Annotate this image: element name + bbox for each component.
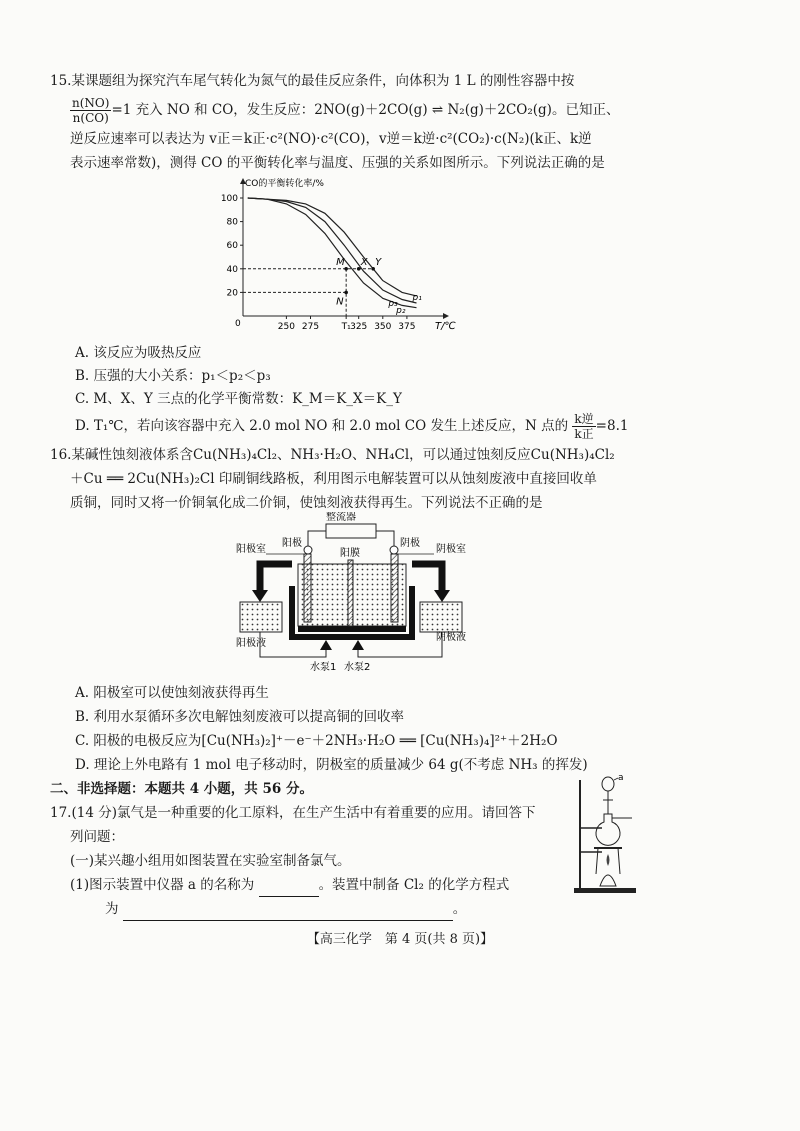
anode-liquid-label: 阳极液 <box>236 638 266 649</box>
q15-option-a: A. 该反应为吸热反应 <box>75 345 202 361</box>
q16-line2: ＋Cu ══ 2Cu(NH₃)₂Cl 印刷铜线路板，利用图示电解装置可以从蚀刻废液中直接回收单 <box>70 471 597 487</box>
anode-liquid-tank <box>240 602 282 632</box>
x-axis-label: T/℃ <box>435 321 456 332</box>
y-tick-label: 60 <box>226 241 238 252</box>
cathode-room-label: 阴极室 <box>436 544 466 555</box>
q17-apparatus <box>572 770 644 898</box>
q16-electrolysis-diagram <box>230 512 490 672</box>
point-label-M: M <box>336 256 345 268</box>
apparatus-label-a: a <box>618 773 624 783</box>
q15-kratio-fraction <box>572 412 595 441</box>
point-M <box>344 267 348 271</box>
iron-stand-base <box>574 888 636 893</box>
x-tick-label: 275 <box>301 322 320 332</box>
membrane-label: 阳膜 <box>340 548 360 559</box>
wire-left <box>308 531 326 546</box>
q17-line5 <box>105 898 466 921</box>
curve-label-p2: p₂ <box>396 305 406 316</box>
pump2-arrow <box>352 640 364 650</box>
x-tick-label: 325 <box>350 322 368 332</box>
cathode-plate <box>391 554 398 622</box>
q16-option-a: A. 阳极室可以使蚀刻液获得再生 <box>75 685 269 701</box>
rectifier-label: 整流器 <box>326 512 356 523</box>
q15-line3: 逆反应速率可以表达为 v正＝k正·c²(NO)·c²(CO)，v逆＝k逆·c²(CO₂)·c(N₂)(k正、k逆 <box>70 131 592 147</box>
q15-option-d-pre: D. T₁℃，若向该容器中充入 2.0 mol NO 和 2.0 mol CO 发生上述反应，N 点的 <box>75 418 569 434</box>
y-axis-label: CO的平衡转化率/% <box>245 179 324 189</box>
alcohol-lamp <box>600 875 616 886</box>
q16-line3: 质铜，同时又将一价铜氧化成二价铜，使蚀刻液获得再生。下列说法不正确的是 <box>70 495 543 511</box>
pump2-label: 水泵2 <box>344 662 371 672</box>
q15-line4: 表示速率常数)，测得 CO 的平衡转化率与温度、压强的关系如图所示。下列说法正确的是 <box>70 155 605 171</box>
origin-label: 0 <box>235 319 241 329</box>
cathode-terminal <box>390 546 398 554</box>
pump1-label: 水泵1 <box>310 662 337 672</box>
q17-line3: (一)某兴趣小组用如图装置在实验室制备氯气。 <box>70 853 351 869</box>
curve-label-p3: p₃ <box>388 298 398 309</box>
x-axis-arrow <box>443 313 449 319</box>
cathode-liquid-tank <box>420 602 462 632</box>
q15-kratio-den: k正 <box>574 427 594 441</box>
section2-heading: 二、非选择题：本题共 4 小题，共 56 分。 <box>50 781 313 797</box>
q16-line1: 16.某碱性蚀刻液体系含Cu(NH₃)₄Cl₂、NH₃·H₂O、NH₄Cl，可以通过蚀刻反应Cu(NH₃)₄Cl₂ <box>50 447 615 463</box>
q17-line2: 列问题： <box>70 829 124 845</box>
page-footer: 【高三化学 第 4 页(共 8 页)】 <box>306 932 494 947</box>
y-tick-label: 100 <box>220 194 238 204</box>
y-tick-label: 80 <box>226 217 238 228</box>
q15-option-d-post: =8.1 <box>595 418 629 434</box>
q15-ratio-fraction <box>70 96 111 125</box>
y-tick-label: 20 <box>226 288 238 299</box>
q17-line5-pre: 为 <box>105 901 119 917</box>
series-line-3 <box>248 198 417 296</box>
q17-line1: 17.(14 分)氯气是一种重要的化工原料，在生产生活中有着重要的应用。请回答下 <box>50 805 536 821</box>
cell-bottom <box>298 626 406 632</box>
q17-line4-pre: (1)图示装置中仪器 a 的名称为 <box>70 877 255 893</box>
anode-plate <box>304 554 311 622</box>
q17-blank-instrument[interactable] <box>259 874 319 897</box>
q15-line2-rest: =1 充入 NO 和 CO，发生反应：2NO(g)＋2CO(g) ⇌ N₂(g)＋2CO₂(g)。已知正、 <box>111 102 620 118</box>
x-tick-label: 375 <box>398 322 416 332</box>
rectifier-box <box>326 524 376 538</box>
q16-option-b: B. 利用水泵循环多次电解蚀刻废液可以提高铜的回收率 <box>75 709 405 725</box>
cathode-liquid-label: 阴极液 <box>436 632 466 643</box>
series-line-1 <box>248 198 417 308</box>
separatory-funnel <box>602 777 614 791</box>
q17-blank-equation[interactable] <box>123 898 453 921</box>
pump1-arrow <box>320 640 332 650</box>
q15-line2 <box>70 96 619 125</box>
membrane <box>348 560 353 626</box>
curve-label-p1: p₁ <box>412 292 422 303</box>
y-tick-label: 40 <box>226 264 238 275</box>
anode-terminal <box>304 546 312 554</box>
q15-kratio-num: k逆 <box>574 412 594 426</box>
point-N <box>344 291 348 295</box>
q15-chart <box>205 176 465 336</box>
point-label-Y: Y <box>375 256 382 268</box>
wire-right <box>376 531 394 546</box>
q15-option-d <box>75 412 628 441</box>
flame-icon <box>607 854 610 866</box>
round-flask <box>596 814 620 845</box>
point-label-N: N <box>336 296 344 308</box>
pipe-top-right <box>412 564 442 592</box>
x-tick-label: 250 <box>277 322 295 332</box>
q15-frac-den: n(CO) <box>72 111 109 125</box>
pipe-top-left <box>260 564 292 592</box>
q15-option-b: B. 压强的大小关系：p₁＜p₂＜p₃ <box>75 368 271 384</box>
q16-option-d: D. 理论上外电路有 1 mol 电子移动时，阴极室的质量减少 64 g(不考虑 NH₃ 的挥发) <box>75 757 588 773</box>
anode-room-label: 阳极室 <box>236 544 266 555</box>
q17-line5-post: 。 <box>452 901 467 917</box>
anode-label: 阳极 <box>282 538 302 549</box>
point-label-X: X <box>360 256 368 268</box>
q15-line1: 15.某课题组为探究汽车尾气转化为氮气的最佳反应条件，向体积为 1 L 的刚性容器中按 <box>50 73 575 89</box>
q15-option-c: C. M、X、Y 三点的化学平衡常数：K_M＝K_X＝K_Y <box>75 391 402 407</box>
series-line-2 <box>248 198 417 303</box>
x-tick-label: 350 <box>374 322 392 332</box>
q15-frac-num: n(NO) <box>72 96 110 110</box>
q16-option-c: C. 阳极的电极反应为[Cu(NH₃)₂]⁺－e⁻＋2NH₃·H₂O ══ [Cu(NH₃)₄]²⁺＋2H₂O <box>75 733 558 749</box>
q17-line4 <box>70 874 509 897</box>
x-tick-label: T₁ <box>341 322 351 332</box>
cathode-label: 阴极 <box>400 538 420 549</box>
q17-line4-post: 。装置中制备 Cl₂ 的化学方程式 <box>318 877 510 893</box>
